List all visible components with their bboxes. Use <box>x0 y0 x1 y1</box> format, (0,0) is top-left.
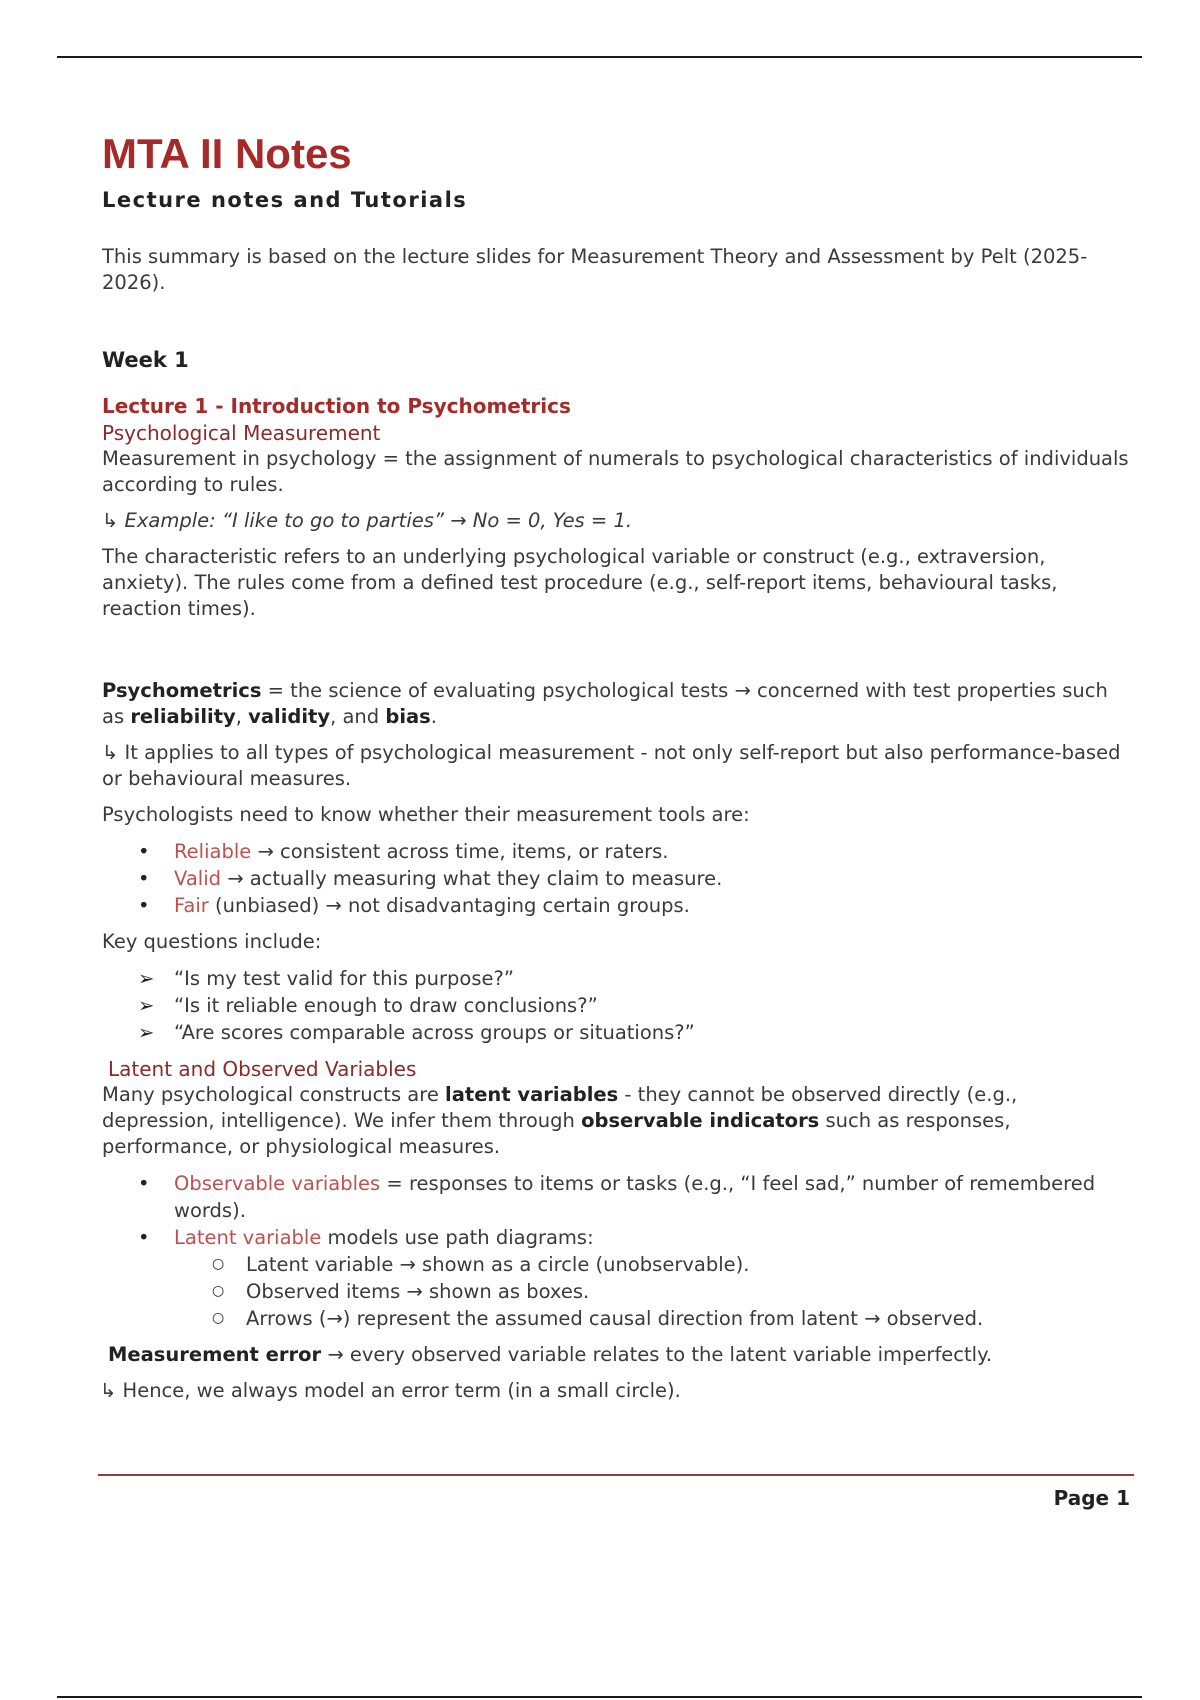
question-text: “Is it reliable enough to draw conclusions?” <box>174 994 598 1017</box>
bullet-icon: • <box>138 867 150 890</box>
path-diagram-sublist <box>102 1251 1132 1332</box>
subbullet-text: Observed items → shown as boxes. <box>246 1280 590 1303</box>
list-item <box>102 892 1132 919</box>
psychometrics-term: Psychometrics <box>102 679 262 702</box>
circle-bullet-icon: ○ <box>212 1283 225 1299</box>
bullet-icon: • <box>138 894 150 917</box>
list-item <box>102 1251 1132 1278</box>
list-item <box>102 965 1132 992</box>
measurement-definition: Measurement in psychology = the assignment of numerals to psychological characteristics of individuals according to rules. <box>102 447 1129 496</box>
need-paragraph: Psychologists need to know whether their measurement tools are: <box>102 803 750 826</box>
list-item <box>102 992 1132 1019</box>
hence-paragraph: ↳ Hence, we always model an error term (in a small circle). <box>100 1379 681 1402</box>
observable-indicators-term: observable indicators <box>581 1109 820 1132</box>
question-text: “Is my test valid for this purpose?” <box>174 967 514 990</box>
bullet-term: Valid <box>174 867 221 890</box>
list-item <box>102 1278 1132 1305</box>
example-line: ↳ Example: “I like to go to parties” → No = 0, Yes = 1. <box>102 509 633 532</box>
arrow-bullet-icon: ➢ <box>138 967 155 990</box>
bullet-text: (unbiased) → not disadvantaging certain groups. <box>208 894 690 917</box>
bullet-text: → actually measuring what they claim to measure. <box>221 867 723 890</box>
key-questions-paragraph: Key questions include: <box>102 930 322 953</box>
text: such as responses, performance, or physiological measures. <box>102 1109 1011 1158</box>
questions-list <box>102 965 1132 1046</box>
subbullet-text: Arrows (→) represent the assumed causal direction from latent → observed. <box>246 1307 984 1330</box>
question-text: “Are scores comparable across groups or situations?” <box>174 1021 695 1044</box>
bullet-icon: • <box>138 1226 150 1249</box>
text: → every observed variable relates to the latent variable imperfectly. <box>321 1343 993 1366</box>
subbullet-text: Latent variable → shown as a circle (unobservable). <box>246 1253 750 1276</box>
text: Many psychological constructs are <box>102 1083 446 1106</box>
list-item <box>102 838 1132 865</box>
list-item <box>102 1170 1132 1224</box>
lecture-heading: Lecture 1 - Introduction to Psychometrics <box>102 394 571 418</box>
bullet-term: Latent variable <box>174 1226 322 1249</box>
period: . <box>430 705 437 728</box>
psychometrics-text: = the science of evaluating psychological tests → concerned with test properties such as <box>102 679 1108 728</box>
circle-bullet-icon: ○ <box>212 1256 225 1272</box>
bullet-text: = responses to items or tasks (e.g., “I feel sad,” number of remembered words). <box>174 1172 1096 1222</box>
bullet-term: Observable variables <box>174 1172 381 1195</box>
bias-term: bias <box>385 705 431 728</box>
intro-paragraph: This summary is based on the lecture slides for Measurement Theory and Assessment by Pelt (2025-2026). <box>102 245 1088 294</box>
footer-rule <box>98 1474 1134 1476</box>
validity-term: validity <box>248 705 331 728</box>
bullet-term: Fair <box>174 894 209 917</box>
arrow-bullet-icon: ➢ <box>138 994 155 1017</box>
list-item <box>102 1224 1132 1332</box>
page-label: Page <box>1053 1486 1110 1510</box>
applies-paragraph: ↳ It applies to all types of psychological measurement - not only self-report but also performance-based or behavioural measures. <box>102 741 1121 790</box>
circle-bullet-icon: ○ <box>212 1310 225 1326</box>
bullet-text: → consistent across time, items, or raters. <box>251 840 669 863</box>
document-body <box>102 128 1132 1404</box>
page-number-value: 1 <box>1116 1486 1130 1510</box>
week-heading: Week 1 <box>102 348 189 372</box>
measurement-error-term: Measurement error <box>108 1343 322 1366</box>
quality-bullet-list <box>102 838 1132 919</box>
latent-variables-term: latent variables <box>445 1083 619 1106</box>
list-item <box>102 1305 1132 1332</box>
bottom-border-rule <box>57 1696 1142 1698</box>
document-subtitle: Lecture notes and Tutorials <box>102 188 468 212</box>
section-heading-psychological-measurement: Psychological Measurement <box>102 421 381 445</box>
page-number <box>1054 1486 1130 1510</box>
psychometrics-paragraph <box>102 678 1132 730</box>
list-item <box>102 1019 1132 1046</box>
bullet-icon: • <box>138 1172 150 1195</box>
bullet-term: Reliable <box>174 840 252 863</box>
reliability-term: reliability <box>130 705 236 728</box>
measurement-error-paragraph <box>108 1342 1132 1368</box>
bullet-icon: • <box>138 840 150 863</box>
variables-bullet-list <box>102 1170 1132 1332</box>
characteristic-paragraph: The characteristic refers to an underlying psychological variable or construct (e.g., extraversion, anxiety). The rules come from a defined test procedure (e.g., self-report items, behavioural tasks, reaction times). <box>102 545 1058 620</box>
arrow-bullet-icon: ➢ <box>138 1021 155 1044</box>
latent-paragraph <box>102 1082 1132 1160</box>
list-item <box>102 865 1132 892</box>
separator: , <box>235 705 249 728</box>
separator: , and <box>330 705 386 728</box>
bullet-text: models use path diagrams: <box>321 1226 594 1249</box>
text: - they cannot be observed directly (e.g., depression, intelligence). We infer them through <box>102 1083 1018 1132</box>
section-heading-latent-observed: Latent and Observed Variables <box>108 1057 417 1081</box>
top-border-rule <box>57 56 1142 58</box>
document-title: MTA II Notes <box>102 130 352 177</box>
